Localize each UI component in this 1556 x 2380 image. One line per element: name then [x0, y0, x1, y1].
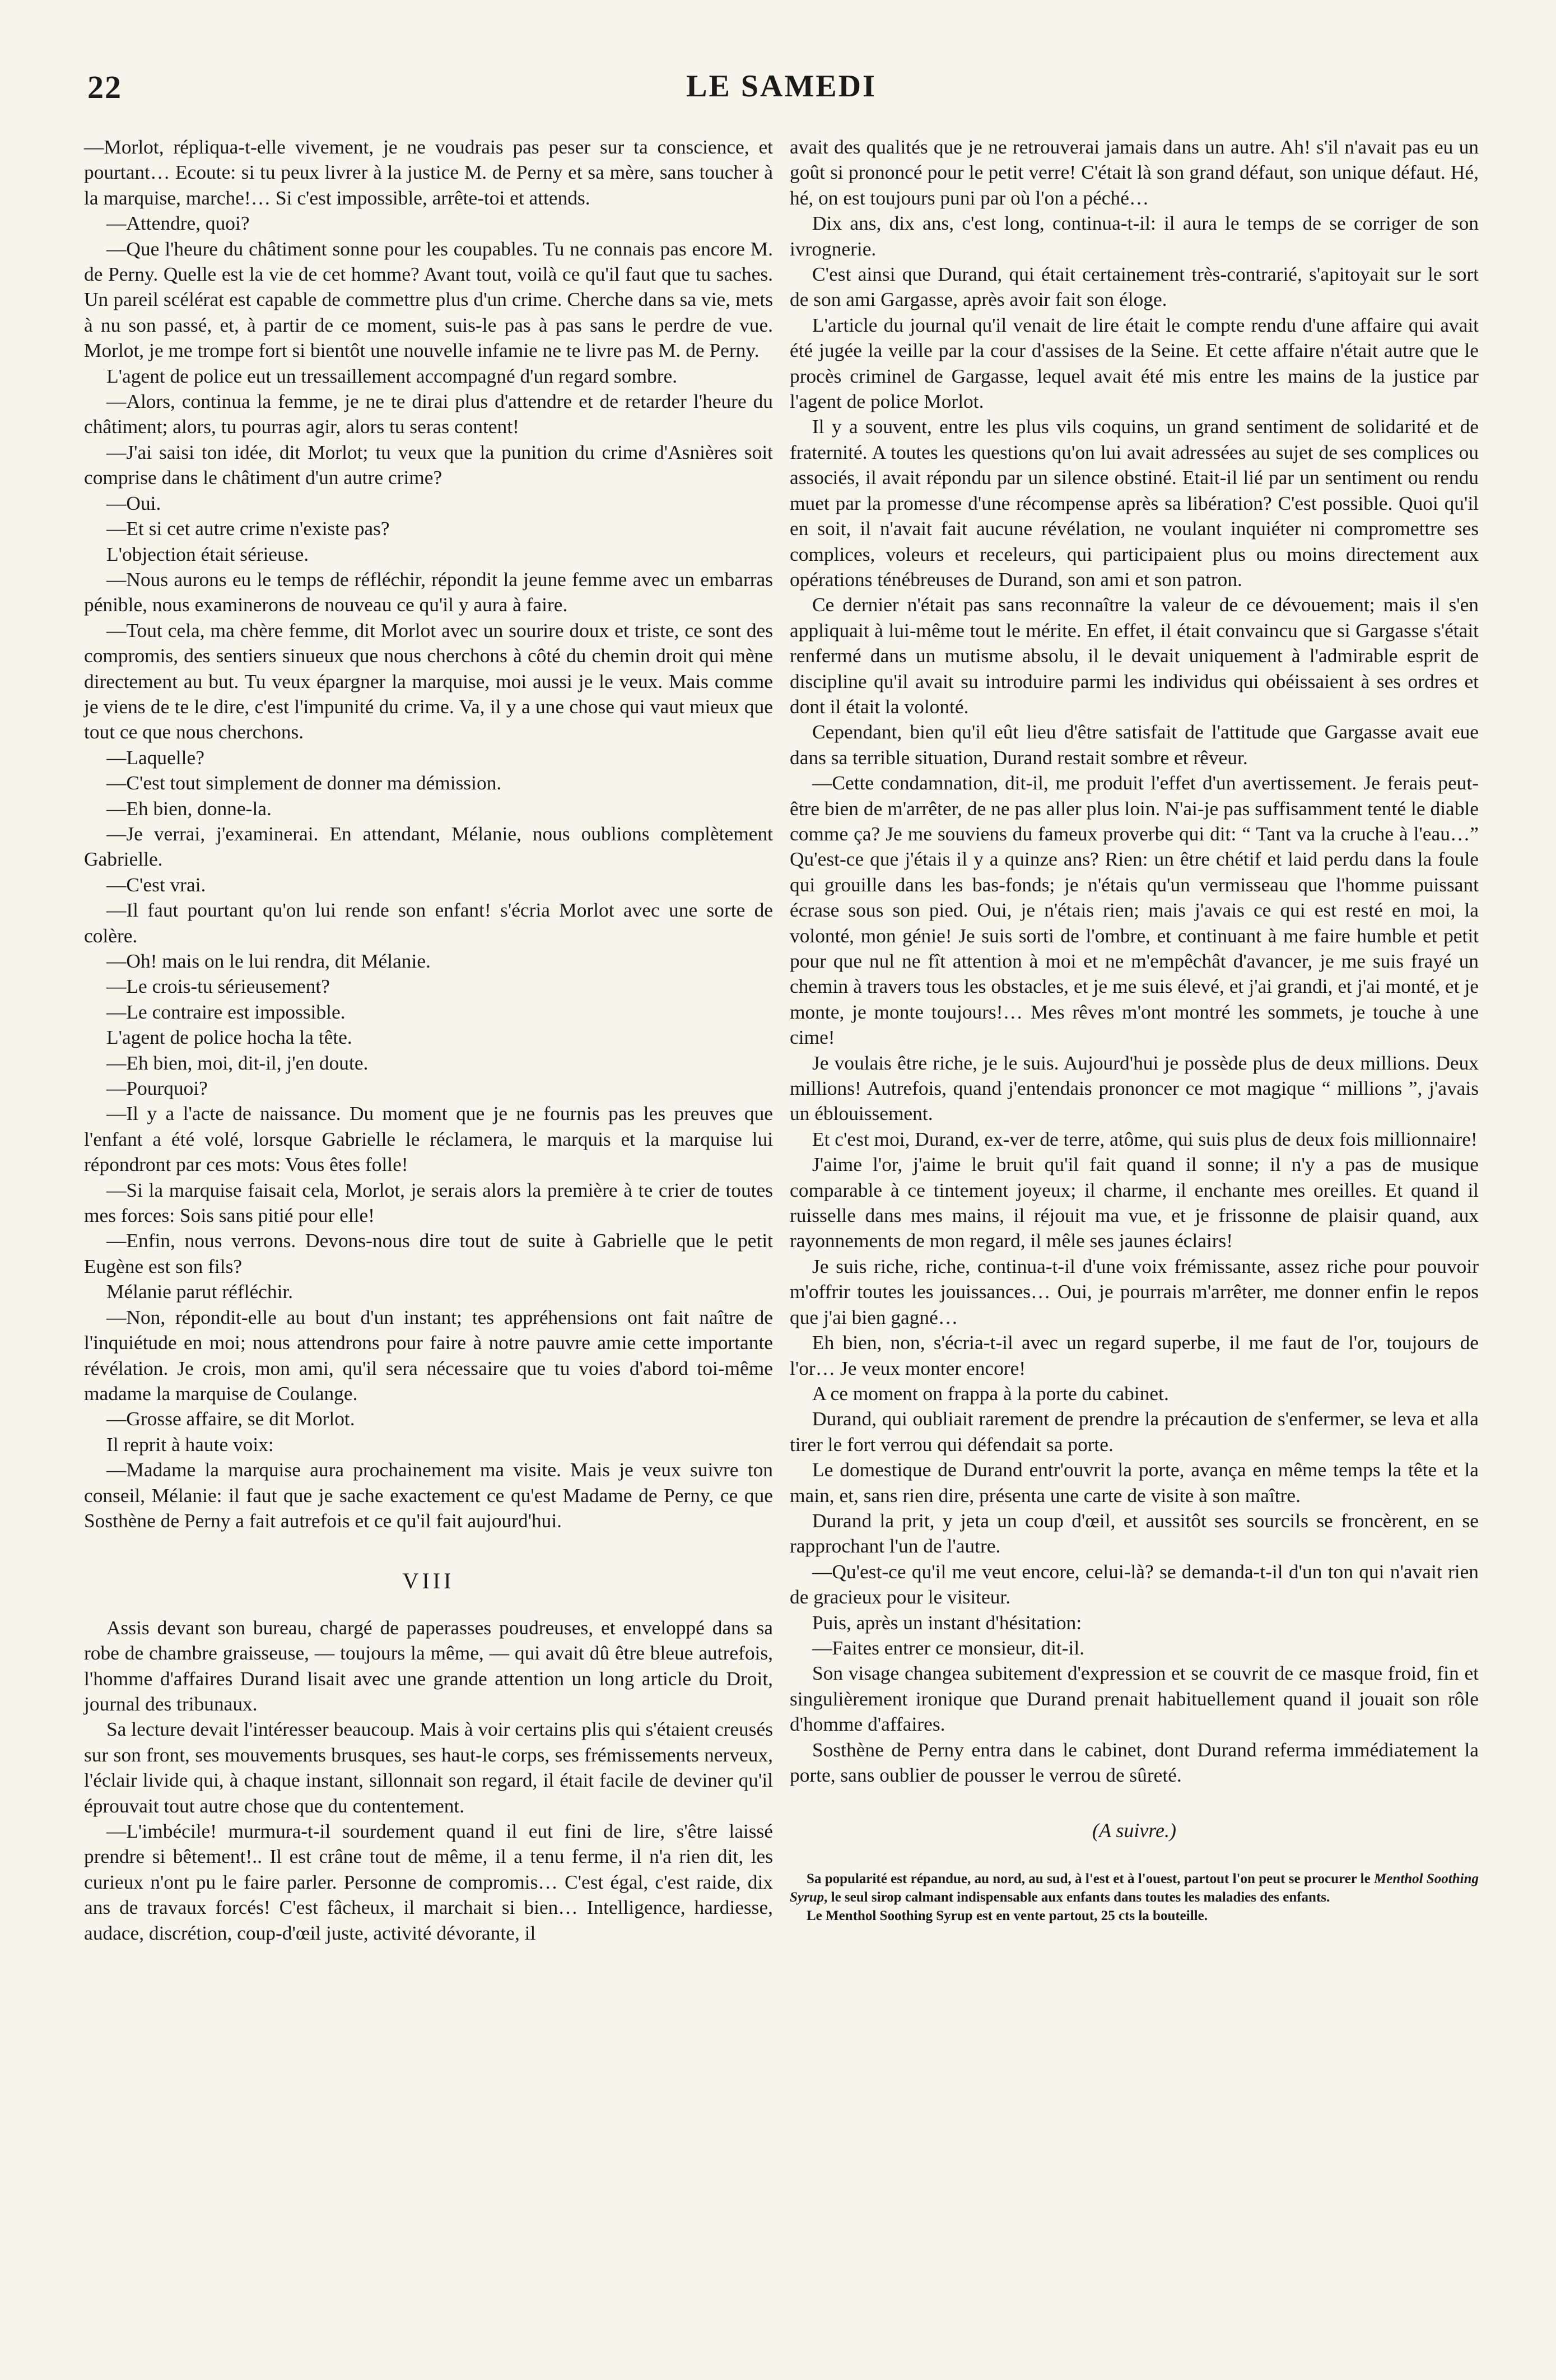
paragraph: L'agent de police hocha la tête. [106, 1026, 352, 1049]
paragraph: Dix ans, dix ans, c'est long, continua-t-il: il aura le temps de se corriger de son ivrognerie. [790, 212, 1479, 260]
paragraph: Durand, qui oubliait rarement de prendre la précaution de s'enfermer, se leva et alla tirer le fort verrou qui défendait sa porte. [790, 1407, 1479, 1456]
masthead-title: LE SAMEDI [686, 69, 877, 104]
paragraph: —Madame la marquise aura prochainement ma visite. Mais je veux suivre ton conseil, Mélanie: il faut que je sache exactement ce qu'est Madame de Perny, ce que Sosthène de Perny a fait autrefois et ce qu'il fait aujourd'hui. [84, 1458, 773, 1532]
to-be-continued: (A suivre.) [1092, 1819, 1176, 1842]
paragraph: —C'est vrai. [106, 873, 206, 896]
paragraph: —Tout cela, ma chère femme, dit Morlot avec un sourire doux et triste, ce sont des compromis, des sentiers sinueux que nous cherchons à côté du chemin droit qui mène directement au but. Tu veux épargner la marquise, moi aussi je le veux. Mais comme je viens de te le dire, c'est l'impunité du crime. Va, il y a une chose qui vaut mieux que tout ce que nous cherchons. [84, 619, 773, 743]
paragraph: —Attendre, quoi? [106, 212, 250, 235]
paragraph: avait des qualités que je ne retrouverai jamais dans un autre. Ah! s'il n'avait pas eu un goût si prononcé pour le petit verre! C'était là son grand défaut, son unique défaut. Hé, hé, on est toujours puni par où l'on a péché… [790, 136, 1479, 209]
chapter-heading: VIII [402, 1568, 455, 1594]
paragraph: A ce moment on frappa à la porte du cabinet. [812, 1382, 1169, 1405]
paragraph: —Et si cet autre crime n'existe pas? [106, 517, 390, 540]
paragraph: Et c'est moi, Durand, ex-ver de terre, atôme, qui suis plus de deux fois millionnaire! [812, 1127, 1478, 1150]
ad-product-name: Menthol Soothing Syrup [790, 1871, 1479, 1905]
paragraph: Je voulais être riche, je le suis. Aujourd'hui je possède plus de deux millions. Deux millions! Autrefois, quand j'entendais prononcer ce mot magique “ millions ”, j'avais un éblouissement. [790, 1051, 1479, 1125]
paragraph: Durand la prit, y jeta un coup d'œil, et aussitôt ses sourcils se froncèrent, en se rapprochant l'un de l'autre. [790, 1509, 1479, 1558]
paragraph: —Il y a l'acte de naissance. Du moment que je ne fournis pas les preuves que l'enfant a été volé, lorsque Gabrielle le réclamera, le marquis et la marquise lui répondront par ces mots: Vous êtes folle! [84, 1102, 773, 1176]
paragraph: —Oh! mais on le lui rendra, dit Mélanie. [106, 950, 431, 972]
paragraph: —Laquelle? [106, 746, 204, 769]
paragraph: —Que l'heure du châtiment sonne pour les coupables. Tu ne connais pas encore M. de Perny. Quelle est la vie de cet homme? Avant tout, voilà ce qu'il faut que tu saches. Un pareil scélérat est capable de commettre plus d'un crime. Cherche dans sa vie, mets à nu son passé, et, à partir de ce moment, suis-le pas à pas sans le perdre de vue. Morlot, je me trompe fort si bientôt une nouvelle infamie ne te livre pas M. de Perny. [84, 237, 773, 362]
paragraph: J'aime l'or, j'aime le bruit qu'il fait quand il sonne; il n'y a pas de musique comparable à ce tintement joyeux; il charme, il enchante mes oreilles. Et quand il ruisselle dans mes mains, il réjouit ma vue, et je frissonne de plaisir quand, aux rayonnements de mon regard, il mêle ses jaunes éclairs! [790, 1153, 1479, 1252]
paragraph: —J'ai saisi ton idée, dit Morlot; tu veux que la punition du crime d'Asnières soit comprise dans le châtiment d'un autre crime? [84, 440, 773, 489]
paragraph: Ce dernier n'était pas sans reconnaître la valeur de ce dévouement; mais il s'en appliquait à lui-même tout le mérite. En effet, il était convaincu que si Gargasse s'était renfermé dans un mutisme absolu, il le devait uniquement à l'admirable esprit de discipline qu'il avait su introduire parmi les individus qui obéissaient à ses ordres et dont il était la volonté. [790, 593, 1479, 718]
paragraph: —Enfin, nous verrons. Devons-nous dire tout de suite à Gabrielle que le petit Eugène est son fils? [84, 1229, 773, 1277]
paragraph: —Le contraire est impossible. [106, 1000, 346, 1023]
paragraph: Il y a souvent, entre les plus vils coquins, un grand sentiment de solidarité et de fraternité. A toutes les questions qu'on lui avait adressées au sujet de ses complices ou associés, il avait répondu par un silence obstiné. Etait-il lié par un sentiment ou rendu muet par la promesse d'une récompense après sa libération? C'est possible. Quoi qu'il en soit, il n'avait fait aucune révélation, ne voulant inquiéter ni compromettre ses complices, voleurs et receleurs, qui participaient plus ou moins directement aux opérations ténébreuses de Durand, son ami et son patron. [790, 415, 1479, 591]
paragraph: Sa lecture devait l'intéresser beaucoup. Mais à voir certains plis qui s'étaient creusés sur son front, ses mouvements brusques, ses haut-le corps, ses frémissements nerveux, l'éclair livide qui, à chaque instant, sillonnait son regard, il était facile de deviner qu'il éprouvait tout autre chose que du contentement. [84, 1718, 773, 1817]
left-column [84, 134, 773, 1946]
ad-line-1: Sa popularité est répandue, au nord, au sud, à l'est et à l'ouest, partout l'on peut se procurer le Menthol Soothing Syrup, le seul sirop calmant indispensable aux enfants dans toutes les maladies des enfants. [790, 1871, 1479, 1905]
advertisement [790, 1870, 1479, 1925]
paragraph: Eh bien, non, s'écria-t-il avec un regard superbe, il me faut de l'or, toujours de l'or… Je veux monter encore! [790, 1331, 1479, 1379]
paragraph: L'objection était sérieuse. [106, 542, 309, 565]
paragraph: —Morlot, répliqua-t-elle vivement, je ne voudrais pas peser sur ta conscience, et pourtant… Ecoute: si tu peux livrer à la justice M. de Perny et sa mère, sans toucher à la marquise, marche!… Si c'est impossible, arrête-toi et attends. [84, 136, 773, 209]
paragraph: —Il faut pourtant qu'on lui rende son enfant! s'écria Morlot avec une sorte de colère. [84, 899, 773, 947]
paragraph: —Non, répondit-elle au bout d'un instant; tes appréhensions ont fait naître de l'inquiétude en moi; nous attendrons pour faire à notre pauvre amie cette importante révélation. Je crois, mon ami, qu'il sera nécessaire que tu voies d'abord toi-même madame la marquise de Coulange. [84, 1305, 773, 1405]
paragraph: —Alors, continua la femme, je ne te dirai plus d'attendre et de retarder l'heure du châtiment; alors, tu pourras agir, alors tu seras content! [84, 390, 773, 438]
paragraph: Puis, après un instant d'hésitation: [812, 1611, 1082, 1634]
paragraph: Sosthène de Perny entra dans le cabinet, dont Durand referma immédiatement la porte, sans oublier de pousser le verrou de sûreté. [790, 1738, 1479, 1786]
paragraph: —Qu'est-ce qu'il me veut encore, celui-là? se demanda-t-il d'un ton qui n'avait rien de gracieux pour le visiteur. [790, 1560, 1479, 1609]
paragraph: —Le crois-tu sérieusement? [106, 975, 330, 998]
paragraph: —Eh bien, moi, dit-il, j'en doute. [106, 1051, 369, 1074]
paragraph: Son visage changea subitement d'expression et se couvrit de ce masque froid, fin et singulièrement ironique que Durand prenait habituellement quand il jouait son rôle d'homme d'affaires. [790, 1662, 1479, 1736]
ad-line-2: Le Menthol Soothing Syrup est en vente partout, 25 cts la bouteille. [807, 1908, 1208, 1923]
paragraph: C'est ainsi que Durand, qui était certainement très-contrarié, s'apitoyait sur le sort de son ami Gargasse, après avoir fait son éloge. [790, 263, 1479, 311]
paragraph: Assis devant son bureau, chargé de paperasses poudreuses, et enveloppé dans sa robe de chambre graisseuse, — toujours la même, — qui avait dû être bleue autrefois, l'homme d'affaires Durand lisait avec une grande attention un long article du Droit, journal des tribunaux. [84, 1616, 773, 1715]
paragraph: Il reprit à haute voix: [106, 1433, 274, 1456]
paragraph: L'agent de police eut un tressaillement accompagné d'un regard sombre. [106, 364, 678, 387]
paragraph: —Je verrai, j'examinerai. En attendant, Mélanie, nous oublions complètement Gabrielle. [84, 822, 773, 871]
left-paragraphs-after [84, 1615, 773, 1946]
paragraph: Cependant, bien qu'il eût lieu d'être satisfait de l'attitude que Gargasse avait eue dans sa terrible situation, Durand restait sombre et rêveur. [790, 720, 1479, 769]
paragraph: —L'imbécile! murmura-t-il sourdement quand il eut fini de lire, s'être laissé prendre si bêtement!.. Il est crâne tout de même, il a tenu ferme, il n'a rien dit, les curieux n'ont pu le faire parler. Personne de compromis… C'est égal, c'est raide, dix ans de travaux forcés! C'est fâcheux, il marchait si bien… Intelligence, hardiesse, audace, discrétion, coup-d'œil juste, activité dévorante, il [84, 1820, 773, 1944]
paragraph: L'article du journal qu'il venait de lire était le compte rendu d'une affaire qui avait été jugée la veille par la cour d'assises de la Seine. Et cette affaire n'était autre que le procès criminel de Gargasse, lequel avait été mis entre les mains de la justice par l'agent de police Morlot. [790, 313, 1479, 413]
paragraph: —C'est tout simplement de donner ma démission. [106, 771, 502, 794]
paragraph: —Si la marquise faisait cela, Morlot, je serais alors la première à te crier de toutes mes forces: Sois sans pitié pour elle! [84, 1178, 773, 1227]
paragraph: Je suis riche, riche, continua-t-il d'une voix frémissante, assez riche pour pouvoir m'offrir toutes les jouissances… Oui, je pourrais m'arrêter, me donner enfin le repos que j'ai bien gagné… [790, 1254, 1479, 1328]
paragraph: —Grosse affaire, se dit Morlot. [106, 1407, 355, 1430]
paragraph: —Cette condamnation, dit-il, me produit l'effet d'un avertissement. Je ferais peut-être bien de m'arrêter, de ne pas aller plus loin. N'ai-je pas suffisamment tenté le diable comme ça? Je me souviens du fameux proverbe qui dit: “ Tant va la cruche à l'eau…” Qu'est-ce que j'étais il y a quinze ans? Rien: un être chétif et laid perdu dans la foule qui grouille dans les bas-fonds; je n'étais qu'un vermisseau que l'homme puissant écrase sous son pied. Oui, je n'étais rien; mais j'avais ce qui est resté en moi, la volonté, mon génie! Je suis sorti de l'ombre, et continuant à me faire humble et petit pour que nul ne fît attention à moi et ne m'empêchât d'avancer, je me suis frayé un chemin à travers tous les obstacles, et je me suis élevé, et j'ai grandi, et j'ai monté, et je monte, je monte toujours!… Mes rêves m'ont montré les sommets, je touche à une cime! [790, 771, 1479, 1049]
page-number: 22 [87, 69, 122, 105]
right-column [790, 134, 1479, 1925]
paragraph: —Eh bien, donne-la. [106, 797, 272, 820]
paragraph: —Nous aurons eu le temps de réfléchir, répondit la jeune femme avec un embarras pénible, nous examinerons de nouveau ce qu'il y aura à faire. [84, 568, 773, 616]
paragraph: —Pourquoi? [106, 1077, 208, 1100]
left-paragraphs-before [84, 134, 773, 1533]
paragraph: Le domestique de Durand entr'ouvrit la porte, avança en même temps la tête et la main, et, sans rien dire, présenta une carte de visite à son maître. [790, 1458, 1479, 1507]
paragraph: —Faites entrer ce monsieur, dit-il. [812, 1636, 1085, 1659]
paragraph: —Oui. [106, 491, 161, 514]
page-header [84, 63, 1479, 113]
paragraph: Mélanie parut réfléchir. [106, 1280, 294, 1303]
right-paragraphs [790, 134, 1479, 1788]
